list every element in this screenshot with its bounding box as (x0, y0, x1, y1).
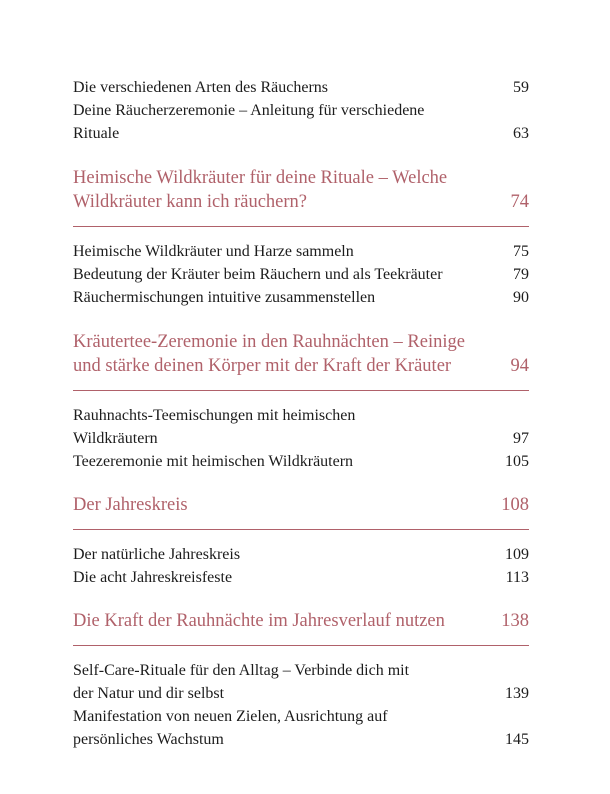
toc-entry[interactable] (73, 705, 529, 751)
heading-page: 108 (501, 495, 529, 515)
entry-page: 59 (513, 79, 529, 96)
section-heading[interactable] (73, 493, 529, 530)
entry-title-cont: persönliches Wachstum (73, 731, 224, 748)
heading-line: Heimische Wildkräuter für deine Rituale – Welche (73, 168, 448, 188)
entry-title: Der natürliche Jahreskreis (73, 546, 241, 563)
entry-title: Rauhnachts-Teemischungen mit heimischen (73, 407, 356, 424)
entry-title-cont: der Natur und dir selbst (73, 685, 225, 702)
heading-line: und stärke deinen Körper mit der Kraft der Kräuter (73, 356, 452, 376)
section-heading[interactable] (73, 609, 529, 646)
entry-page: 63 (513, 125, 529, 142)
toc-group (73, 76, 529, 145)
toc-entry[interactable] (73, 76, 529, 99)
entry-title: Bedeutung der Kräuter beim Räuchern und als Teekräuter (73, 266, 443, 283)
entry-page: 97 (513, 430, 529, 447)
entry-title-cont: Wildkräutern (73, 430, 158, 447)
toc-entry[interactable] (73, 99, 529, 145)
toc-entry[interactable] (73, 543, 529, 566)
entry-page: 113 (505, 569, 529, 586)
entry-page: 90 (513, 289, 529, 306)
entry-title: Räuchermischungen intuitive zusammenstellen (73, 289, 376, 306)
entry-title: Die acht Jahreskreisfeste (73, 569, 233, 586)
toc-entry[interactable] (73, 263, 529, 286)
heading-line: Die Kraft der Rauhnächte im Jahresverlauf nutzen (73, 611, 445, 631)
toc-entry[interactable] (73, 240, 529, 263)
entry-title-cont: Rituale (73, 125, 120, 142)
entry-page: 79 (513, 266, 529, 283)
entry-page: 145 (505, 731, 529, 748)
entry-title: Teezeremonie mit heimischen Wildkräutern (73, 453, 354, 470)
toc-entry[interactable] (73, 286, 529, 309)
section-heading[interactable] (73, 166, 529, 227)
entry-page: 75 (513, 243, 529, 260)
entry-page: 109 (505, 546, 529, 563)
heading-line: Wildkräuter kann ich räuchern? (73, 192, 307, 212)
entry-title: Deine Räucherzeremonie – Anleitung für verschiedene (73, 102, 425, 119)
entry-title: Self-Care-Rituale für den Alltag – Verbinde dich mit (73, 662, 410, 679)
entry-page: 105 (505, 453, 529, 470)
toc-entry[interactable] (73, 659, 529, 705)
toc-entry[interactable] (73, 404, 529, 450)
heading-page: 138 (501, 611, 529, 631)
heading-page: 74 (510, 192, 529, 212)
section-heading[interactable] (73, 330, 529, 391)
table-of-contents (73, 76, 529, 751)
heading-line: Kräutertee-Zeremonie in den Rauhnächten – Reinige (73, 332, 465, 352)
heading-page: 94 (510, 356, 529, 376)
toc-entry[interactable] (73, 450, 529, 473)
entry-title: Manifestation von neuen Zielen, Ausrichtung auf (73, 708, 388, 725)
toc-entry[interactable] (73, 566, 529, 589)
entry-title: Die verschiedenen Arten des Räucherns (73, 79, 329, 96)
entry-page: 139 (505, 685, 529, 702)
entry-title: Heimische Wildkräuter und Harze sammeln (73, 243, 354, 260)
heading-line: Der Jahreskreis (73, 495, 188, 515)
